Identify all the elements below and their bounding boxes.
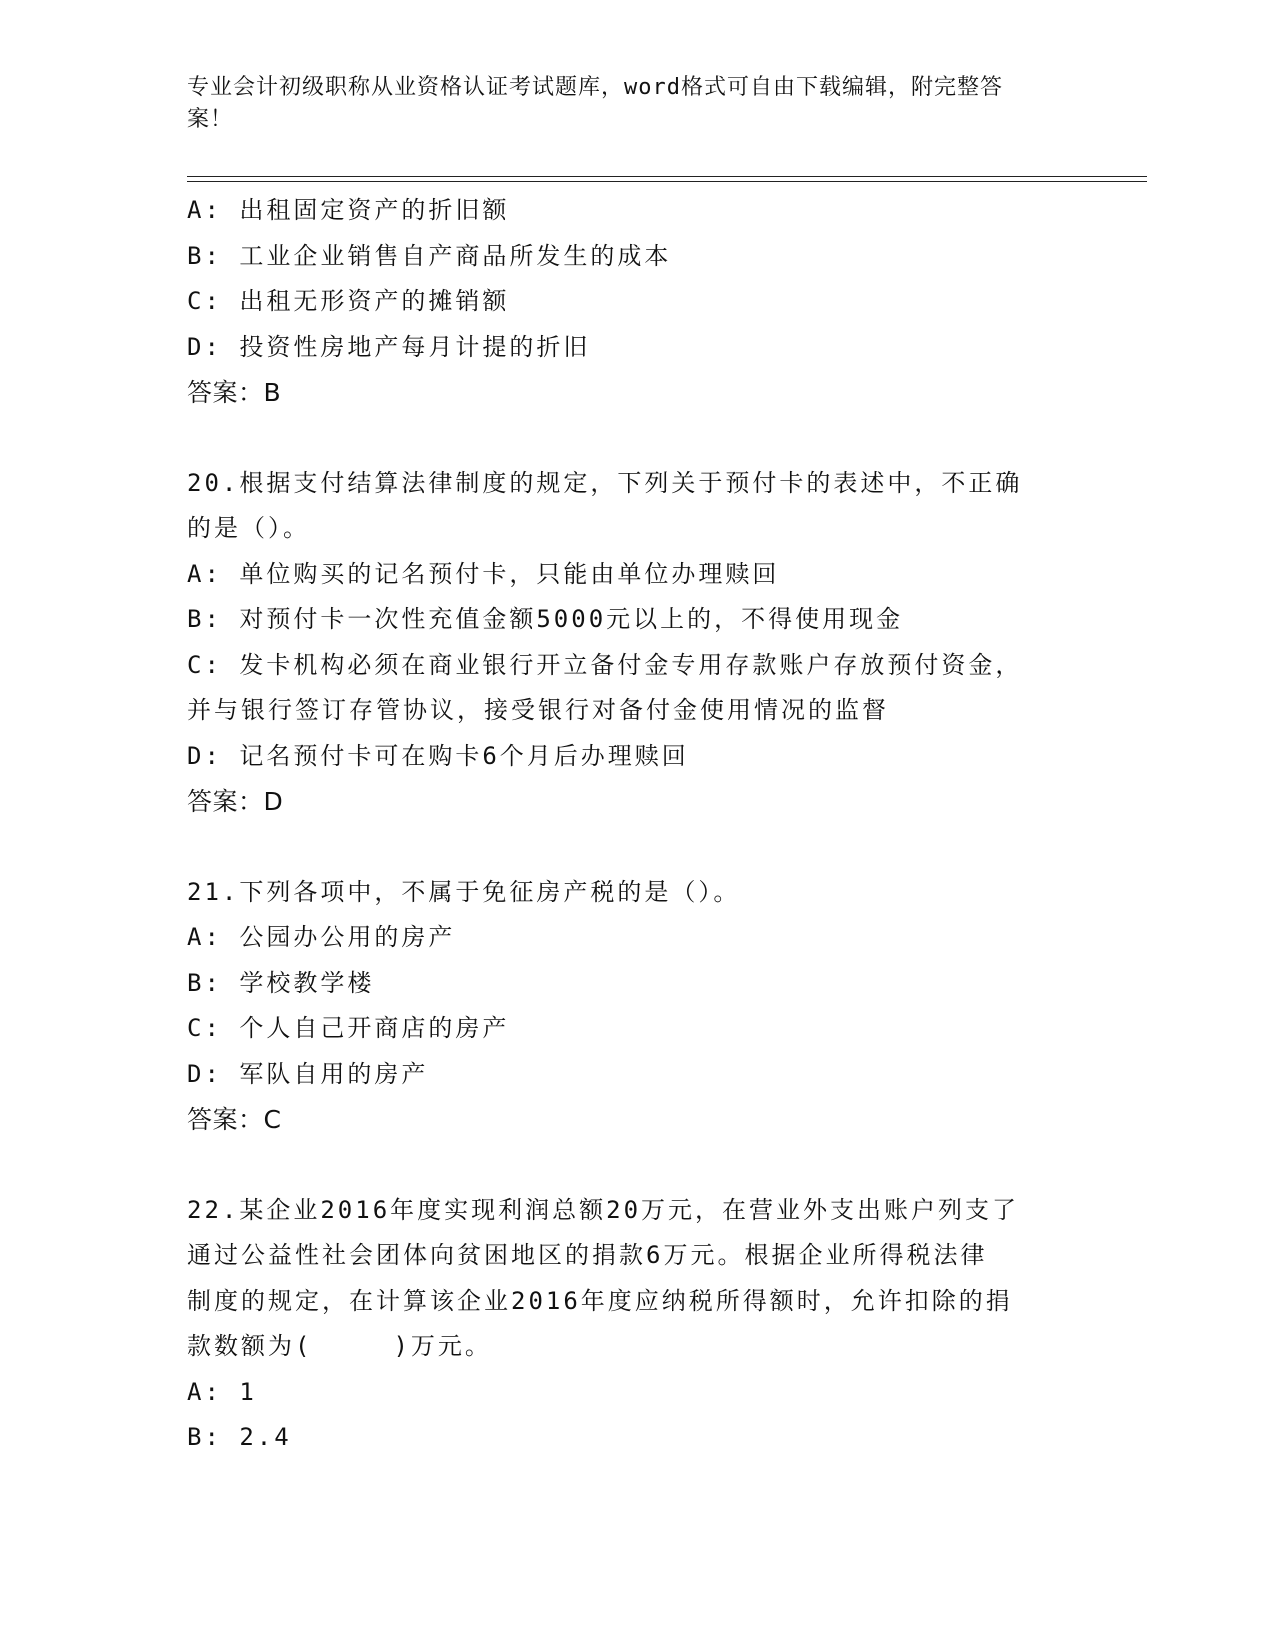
answer: 答案：B	[187, 378, 282, 407]
option-c: C: 发卡机构必须在商业银行开立备付金专用存款账户存放预付资金，	[187, 650, 1023, 679]
question-stem-cont: 制度的规定，在计算该企业2016年度应纳税所得额时，允许扣除的捐	[187, 1286, 1013, 1315]
option-c: C: 个人自己开商店的房产	[187, 1014, 510, 1042]
option-d: D: 记名预付卡可在购卡6个月后办理赎回	[187, 741, 689, 770]
question-stem: 21.下列各项中，不属于免征房产税的是（）。	[187, 877, 741, 906]
document-header	[187, 72, 1067, 136]
option-d: D: 投资性房地产每月计提的折旧	[187, 332, 591, 361]
option-a: A: 1	[187, 1377, 257, 1406]
option-b: B: 学校教学楼	[187, 968, 375, 997]
option-c-cont: 并与银行签订存管协议，接受银行对备付金使用情况的监督	[187, 696, 889, 724]
question-stem: 20.根据支付结算法律制度的规定，下列关于预付卡的表述中，不正确	[187, 468, 1023, 497]
question-stem-cont: 款数额为( )万元。	[187, 1332, 492, 1360]
option-a: A: 单位购买的记名预付卡，只能由单位办理赎回	[187, 559, 780, 588]
question-stem-cont: 通过公益性社会团体向贫困地区的捐款6万元。根据企业所得税法律	[187, 1241, 988, 1269]
document-body	[187, 188, 1067, 1461]
answer: 答案：D	[187, 787, 284, 816]
header-rule-top	[187, 176, 1147, 177]
option-c: C: 出租无形资产的摊销额	[187, 287, 510, 315]
question-20	[187, 461, 1067, 825]
option-b: B: 工业企业销售自产商品所发生的成本	[187, 241, 672, 270]
question-stem: 22.某企业2016年度实现利润总额20万元，在营业外支出账户列支了	[187, 1195, 1020, 1224]
question-21	[187, 870, 1067, 1143]
option-b: B: 对预付卡一次性充值金额5000元以上的，不得使用现金	[187, 605, 904, 633]
option-b: B: 2.4	[187, 1423, 292, 1451]
option-a: A: 公园办公用的房产	[187, 923, 456, 951]
header-line-2: 案！	[187, 107, 234, 132]
answer: 答案：C	[187, 1105, 282, 1134]
option-a: A: 出租固定资产的折旧额	[187, 196, 510, 224]
question-stem-cont: 的是（）。	[187, 514, 310, 542]
header-line-1: 专业会计初级职称从业资格认证考试题库，word格式可自由下载编辑，附完整答	[187, 75, 1003, 100]
question-19-tail	[187, 188, 1067, 416]
question-22	[187, 1188, 1067, 1461]
option-d: D: 军队自用的房产	[187, 1059, 429, 1088]
header-rule-bottom	[187, 181, 1147, 182]
